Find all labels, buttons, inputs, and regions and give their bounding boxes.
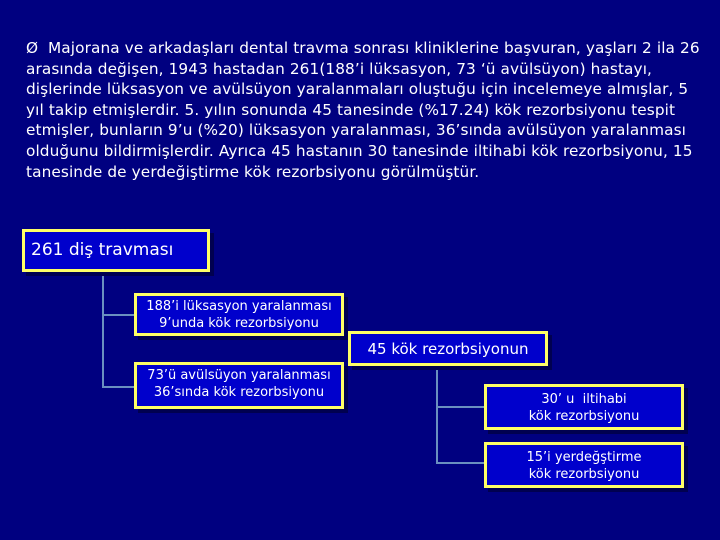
avulsion-box-line2: 36’sında kök rezorbsiyonu: [153, 385, 325, 400]
connector-heading-vertical: [436, 366, 438, 464]
resorption-heading-box: 45 kök rezorbsiyonun: [348, 331, 548, 366]
paragraph-text: Majorana ve arkadaşları dental travma sonrası kliniklerine başvuran, yaşları 2 ila 26 arasında değişen, 1943 hastadan 261(188’i lüksasyon, 73 ‘ü avülsüyon) hastayı, dişlerinde lüksasyon ve avülsüyon yaralanmaları oluştuğu için incelemeye almışlar, 5 yıl takip etmişlerdir. 5. yılın sonunda 45 tanesinde (%17.24) kök rezorbsiyonu tespit etmişler, bunların 9’u (%20) lüksasyon yaralanması, 36’sında avülsüyon yaralanması olduğunu bildirmişlerdir. Ayrıca 45 hastanın 30 tanesinde iltihabi kök rezorbsiyonu, 15 tanesinde de yerdeğiştirme kök rezorbsiyonu görülmüştür.: [26, 39, 700, 181]
root-box-dental-trauma: 261 diş travması: [22, 229, 210, 272]
luxation-box-line2: 9’unda kök rezorbsiyonu: [159, 316, 319, 331]
connector-to-avulsion: [102, 386, 134, 388]
avulsion-box: [134, 362, 344, 409]
inflammatory-box: [484, 384, 684, 430]
connector-root-vertical: [102, 272, 104, 388]
inflammatory-box-line2: kök rezorbsiyonu: [528, 409, 640, 424]
study-paragraph: [26, 38, 706, 182]
replacement-box-line1: 15’i yerdeğştirme: [526, 450, 642, 465]
replacement-box: [484, 442, 684, 488]
connector-to-replacement: [436, 462, 484, 464]
inflammatory-box-line1: 30’ u iltihabi: [541, 392, 627, 407]
luxation-box-line1: 188’i lüksasyon yaralanması: [146, 299, 332, 314]
avulsion-box-line1: 73’ü avülsüyon yaralanması: [147, 368, 331, 383]
connector-to-luxation: [102, 314, 134, 316]
luxation-box: [134, 293, 344, 336]
replacement-box-line2: kök rezorbsiyonu: [528, 467, 640, 482]
connector-to-inflammatory: [436, 406, 484, 408]
arrow-bullet-icon: Ø: [26, 39, 39, 57]
